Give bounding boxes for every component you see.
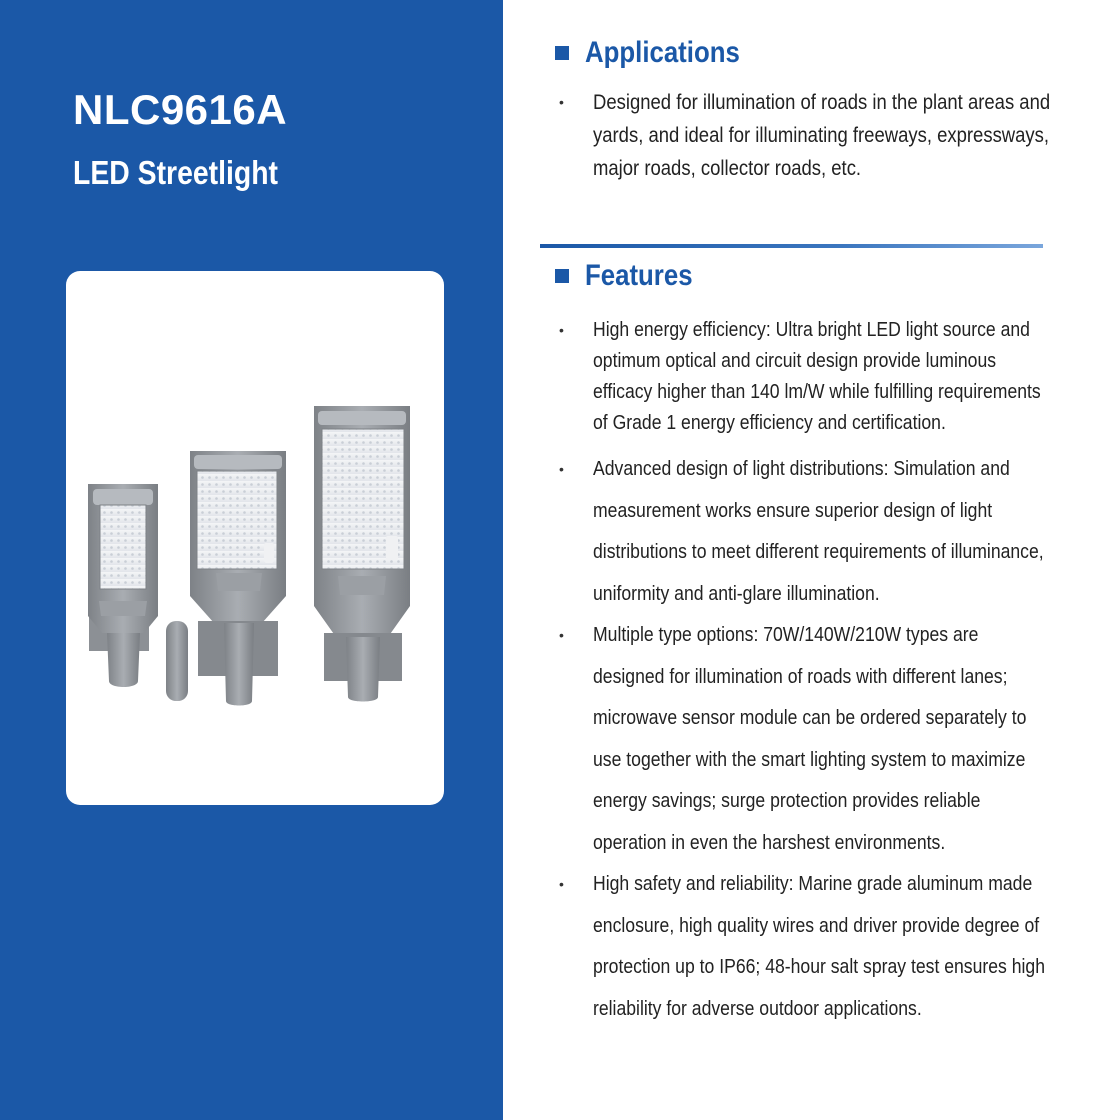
list-item: • High energy efficiency: Ultra bright LED light source and optimum optical and circuit design provide luminous efficacy higher than 140 lm/W while fulfilling requirements of Grade 1 energy efficiency and certification. bbox=[555, 315, 1055, 439]
applications-list bbox=[555, 86, 1055, 185]
left-panel bbox=[0, 0, 503, 1120]
section-square-icon bbox=[555, 46, 569, 60]
list-item: • Multiple type options: 70W/140W/210W types are designed for illumination of roads with different lanes; microwave sensor module can be ordered separately to use together with the smart lighting system to maximize energy savings; surge protection provides reliable operation in even the harshest environments. bbox=[555, 615, 1055, 864]
bullet-icon: • bbox=[559, 627, 564, 643]
list-item: • Designed for illumination of roads in the plant areas and yards, and ideal for illuminating freeways, expressways, major roads, collector roads, etc. bbox=[555, 86, 1055, 185]
applications-header bbox=[555, 36, 765, 70]
bullet-icon: • bbox=[559, 461, 564, 477]
features-title: Features bbox=[585, 259, 693, 292]
list-item: • High safety and reliability: Marine grade aluminum made enclosure, high quality wires and driver provide degree of protection up to IP66; 48-hour salt spray test ensures high reliability for adverse outdoor applications. bbox=[555, 864, 1055, 1030]
right-panel bbox=[503, 0, 1120, 1120]
fixture-small bbox=[88, 484, 188, 701]
bullet-icon: • bbox=[559, 876, 564, 892]
bullet-icon: • bbox=[559, 322, 564, 338]
features-header bbox=[555, 259, 710, 293]
product-name: LED Streetlight bbox=[73, 154, 278, 191]
fixture-large bbox=[314, 406, 410, 702]
applications-title: Applications bbox=[585, 36, 740, 69]
section-square-icon bbox=[555, 269, 569, 283]
list-item: • Advanced design of light distributions: Simulation and measurement works ensure superior design of light distributions to meet different requirements of illuminance, uniformity and anti-glare illumination. bbox=[555, 449, 1055, 615]
features-list bbox=[555, 315, 1055, 1030]
product-photo-card bbox=[66, 271, 444, 805]
section-divider bbox=[540, 244, 1043, 248]
streetlight-product-photo bbox=[66, 271, 444, 805]
bullet-icon: • bbox=[559, 94, 564, 110]
product-model: NLC9616A bbox=[73, 86, 288, 133]
fixture-medium bbox=[190, 451, 286, 706]
